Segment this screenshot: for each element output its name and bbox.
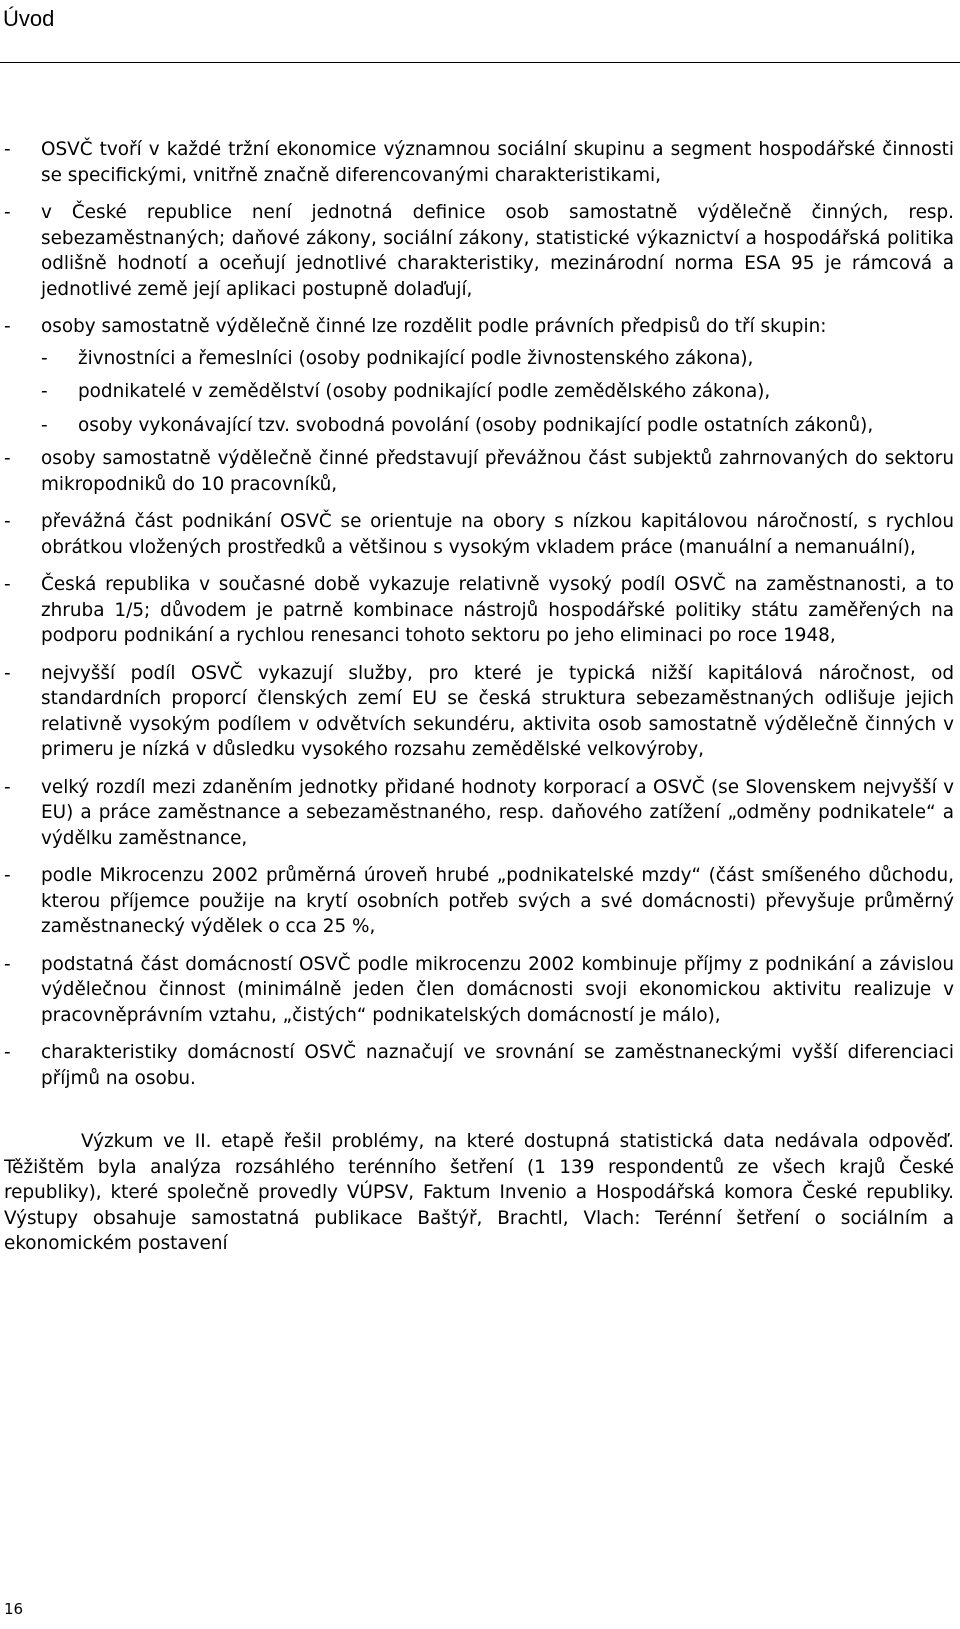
- list-item: [4, 137, 954, 188]
- bullet-dash: -: [4, 139, 11, 160]
- page-title: Úvod: [3, 6, 55, 31]
- header-divider: [0, 62, 960, 63]
- bullet-dash: -: [4, 448, 11, 469]
- list-item-text: v České republice není jednotná definice osob samostatně výdělečně činných, resp. sebezaměstnaných; daňové zákony, sociální zákony, statistické výkaznictví a hospodářská politika odlišně hodnotí a oceňují jednotlivé charakteristiky, mezinárodní norma ESA 95 je rámcová a jednotlivé země její aplikaci postupně dolaďují,: [41, 202, 954, 300]
- bullet-dash: -: [4, 776, 11, 798]
- list-item: [4, 446, 954, 497]
- bullet-dash: -: [4, 865, 11, 886]
- list-item: [4, 314, 954, 340]
- bullet-dash: -: [4, 953, 11, 975]
- list-item-text: velký rozdíl mezi zdaněním jednotky přidané hodnoty korporací a OSVČ (se Slovenskem nejvyšší v EU) a práce zaměstnance a sebezaměstnaného, resp. daňového zatížení „odměny podnikatele“ a výdělku zaměstnance,: [41, 776, 954, 849]
- list-item: [4, 200, 954, 302]
- sub-list: [41, 346, 954, 439]
- list-item: [4, 952, 954, 1029]
- list-item: [4, 775, 954, 852]
- list-item-text: nejvyšší podíl OSVČ vykazují služby, pro které je typická nižší kapitálová náročnost, od standardních proporcí členských zemí EU se česká struktura sebezaměstnaných odlišuje jejich relativně vysokým podílem v odvětvích sekundéru, aktivita osob samostatně výdělečně činných v primeru je nízká v důsledku vysokého rozsahu zemědělské velkovýroby,: [41, 662, 954, 760]
- list-item-text: osoby samostatně výdělečně činné lze rozdělit podle právních předpisů do tří skupin:: [41, 316, 827, 337]
- list-item: [4, 572, 954, 649]
- list-item-text: charakteristiky domácností OSVČ naznačují ve srovnání se zaměstnaneckými vyšší diferenciaci příjmů na osobu.: [41, 1042, 954, 1089]
- page-number: 16: [4, 1600, 24, 1618]
- bullet-dash: -: [4, 662, 11, 684]
- list-item-text: převážná část podnikání OSVČ se orientuje na obory s nízkou kapitálovou náročností, s rychlou obrátkou vložených prostředků a většinou s vysokým vkladem práce (manuální a nemanuální),: [41, 511, 954, 558]
- sub-list-item: [41, 379, 954, 405]
- list-item: [4, 661, 954, 763]
- sub-list-item-text: živnostníci a řemeslníci (osoby podnikající podle živnostenského zákona),: [78, 347, 754, 369]
- sub-list-item-text: osoby vykonávající tzv. svobodná povolání (osoby podnikající podle ostatních zákonů),: [78, 414, 874, 436]
- bullet-dash: -: [41, 347, 48, 369]
- bullet-dash: -: [4, 1042, 11, 1063]
- list-item: [4, 509, 954, 560]
- list-item: [4, 863, 954, 940]
- sub-list-item: [41, 413, 954, 439]
- body-paragraph: Výzkum ve II. etapě řešil problémy, na které dostupná statistická data nedávala odpověď. Těžištěm byla analýza rozsáhlého terénního šetření (1 139 respondentů ze všech krajů České republiky), které společně provedly VÚPSV, Faktum Invenio a Hospodářská komora České republiky. Výstupy obsahuje samostatná publikace Baštýř, Brachtl, Vlach: Terénní šetření o sociálním a ekonomickém postavení: [4, 1131, 954, 1254]
- sub-list-item: [41, 346, 954, 372]
- bullet-dash: -: [4, 574, 11, 595]
- bullet-dash: -: [4, 511, 11, 532]
- list-item-text: OSVČ tvoří v každé tržní ekonomice významnou sociální skupinu a segment hospodářské činnosti se specifickými, vnitřně značně diferencovanými charakteristikami,: [41, 139, 954, 186]
- list-item: [4, 1040, 954, 1091]
- main-content: [4, 137, 954, 1257]
- list-item-text: osoby samostatně výdělečně činné představují převážnou část subjektů zahrnovaných do sektoru mikropodniků do 10 pracovníků,: [41, 448, 954, 495]
- list-item-text: podle Mikrocenzu 2002 průměrná úroveň hrubé „podnikatelské mzdy“ (část smíšeného důchodu, kterou příjemce použije na krytí osobních potřeb svých a své domácnosti) převyšuje průměrný zaměstnanecký výdělek o cca 25 %,: [41, 865, 954, 937]
- bullet-dash: -: [41, 381, 48, 402]
- list-item-text: Česká republika v současné době vykazuje relativně vysoký podíl OSVČ na zaměstnanosti, a to zhruba 1/5; důvodem je patrně kombinace nástrojů hospodářské politiky státu zaměřených na podporu podnikání a rychlou renesanci tohoto sektoru po jeho eliminaci po roce 1948,: [41, 574, 954, 646]
- bullet-dash: -: [4, 316, 11, 337]
- bullet-dash: -: [41, 414, 48, 436]
- list-item-text: podstatná část domácností OSVČ podle mikrocenzu 2002 kombinuje příjmy z podnikání a závislou výdělečnou činnost (minimálně jeden člen domácnosti svoji ekonomickou aktivitu realizuje v pracovněprávním vztahu, „čistých“ podnikatelských domácností je málo),: [41, 953, 954, 1026]
- sub-list-item-text: podnikatelé v zemědělství (osoby podnikající podle zemědělského zákona),: [78, 381, 771, 402]
- bullet-dash: -: [4, 202, 11, 223]
